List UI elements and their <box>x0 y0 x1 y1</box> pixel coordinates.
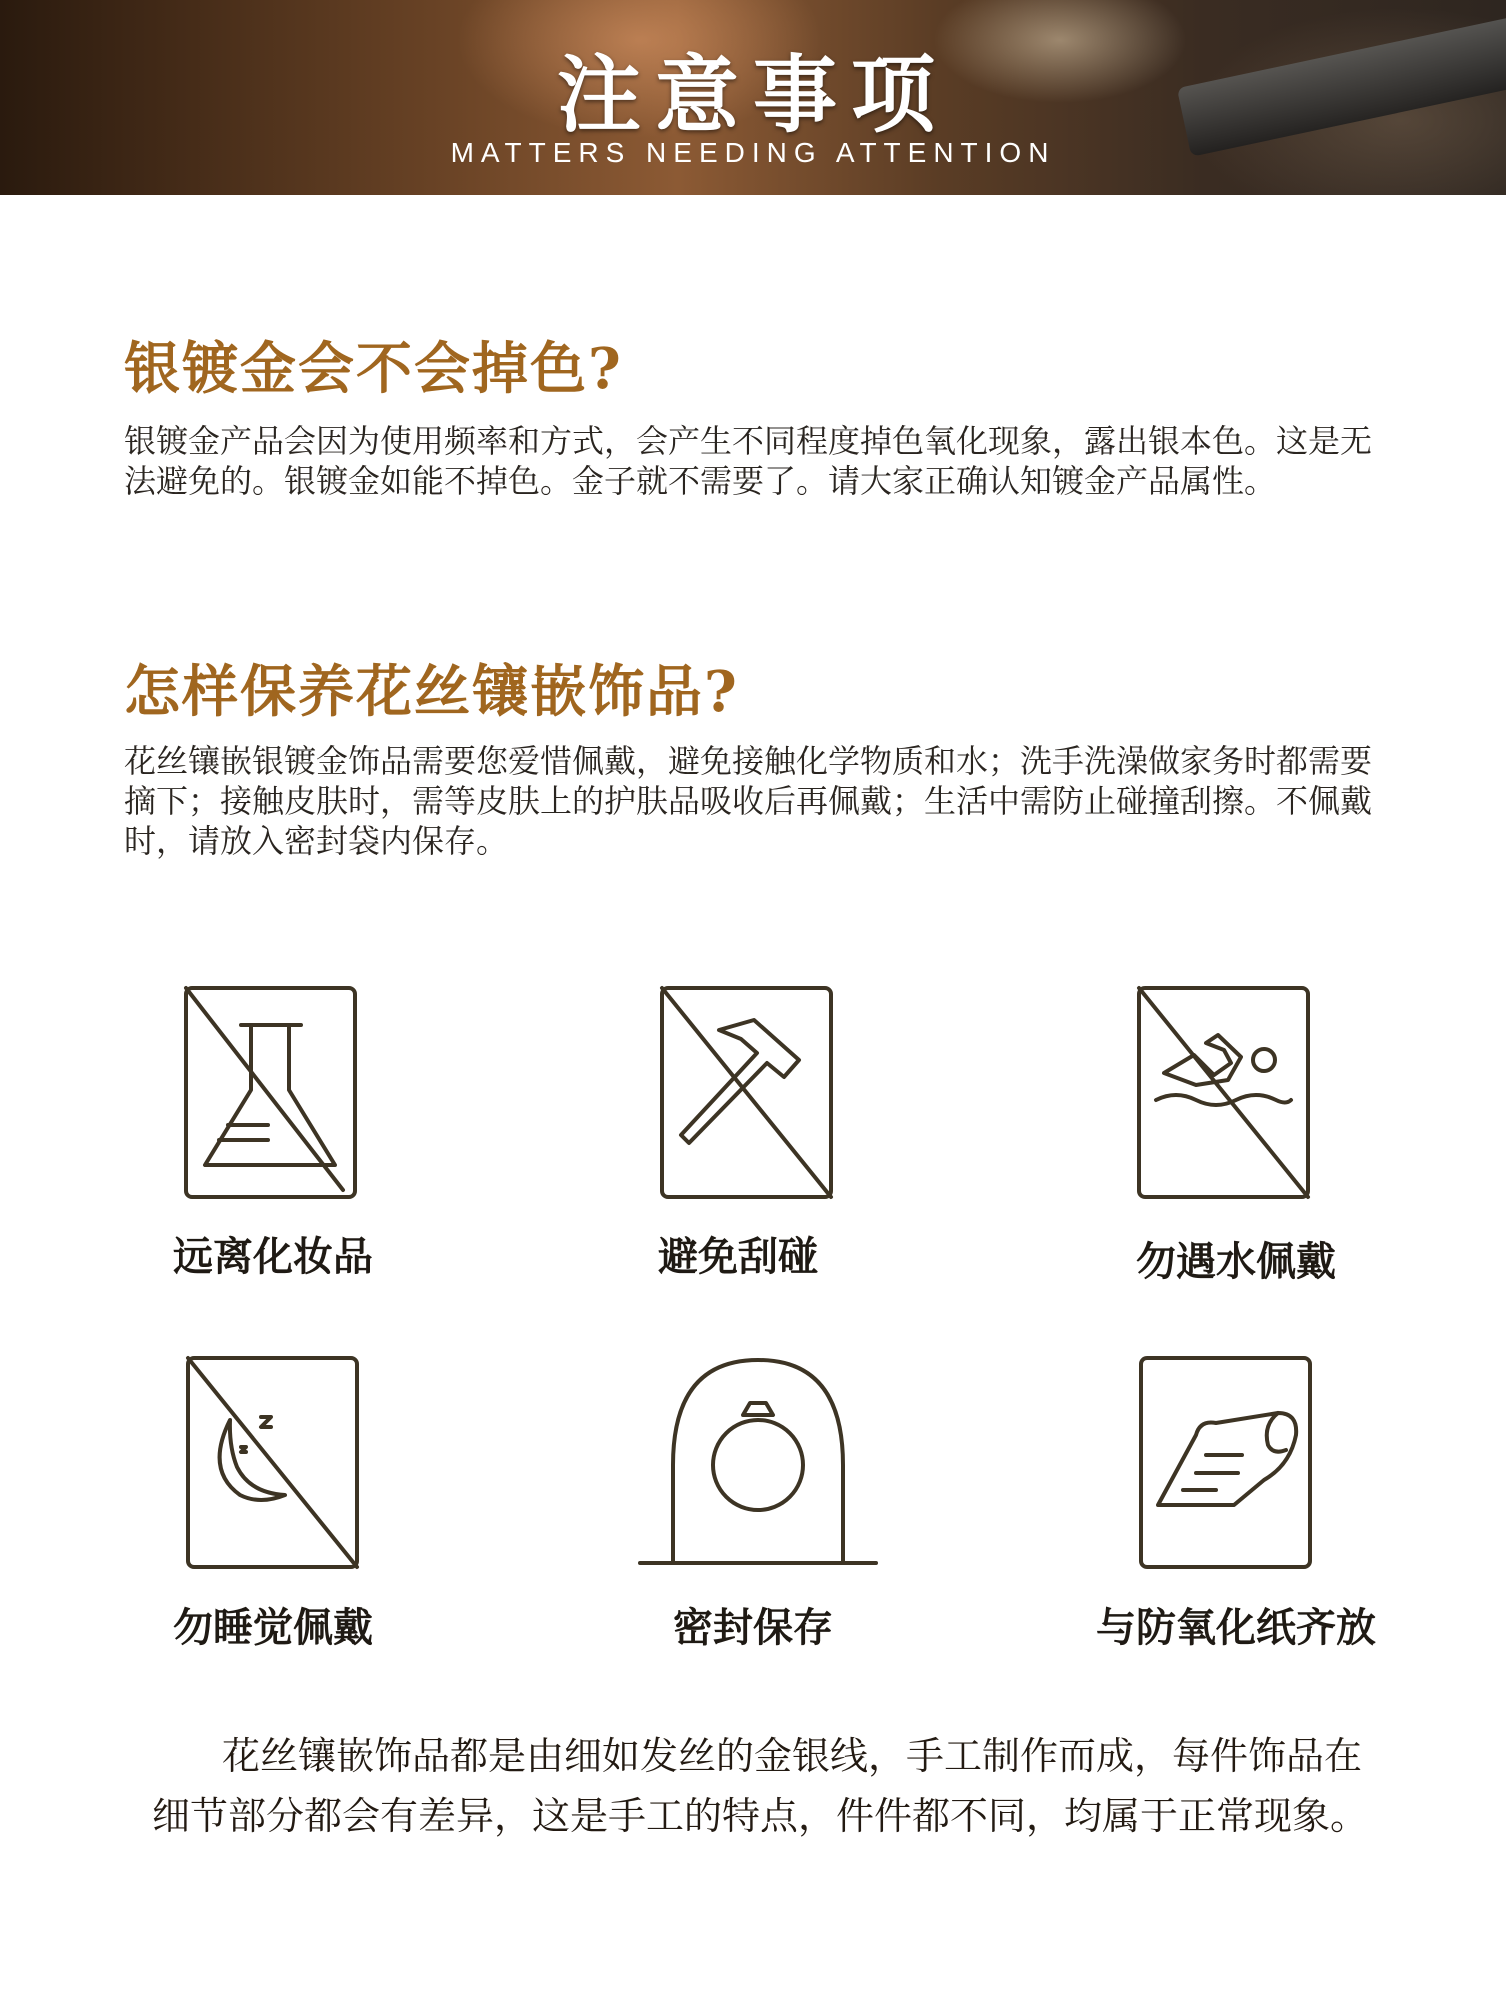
paper-roll-icon <box>1138 1355 1313 1570</box>
icon-label-sealed: 密封保存 <box>673 1605 833 1651</box>
icon-label-water: 勿遇水佩戴 <box>1136 1239 1336 1285</box>
icon-label-scratch: 避免刮碰 <box>658 1234 818 1280</box>
section-body-care: 花丝镶嵌银镀金饰品需要您爱惜佩戴，避免接触化学物质和水；洗手洗澡做家务时都需要摘下；接触皮肤时，需等皮肤上的护肤品吸收后再佩戴；生活中需防止碰撞刮擦。不佩戴时，请放入密封袋内保存。 <box>124 742 1373 860</box>
sleep-crossed-icon <box>185 1355 360 1570</box>
icon-label-antioxidant: 与防氧化纸齐放 <box>1096 1605 1376 1651</box>
hammer-crossed-icon <box>659 985 834 1200</box>
icon-label-sleep: 勿睡觉佩戴 <box>173 1605 373 1651</box>
page-subtitle: MATTERS NEEDING ATTENTION <box>450 137 1056 168</box>
ring-bag-icon <box>638 1355 878 1570</box>
section-body-fade: 银镀金产品会因为使用频率和方式，会产生不同程度掉色氧化现象，露出银本色。这是无法避免的。银镀金如能不掉色。金子就不需要了。请大家正确认知镀金产品属性。 <box>124 422 1373 500</box>
icon-label-cosmetics: 远离化妆品 <box>173 1234 373 1280</box>
section-title-fade: 银镀金会不会掉色? <box>124 336 623 402</box>
page-title: 注意事项 <box>556 45 949 144</box>
section-title-care: 怎样保养花丝镶嵌饰品? <box>124 659 739 725</box>
header-banner <box>0 0 1506 195</box>
flask-crossed-icon <box>183 985 358 1200</box>
closing-note: 花丝镶嵌饰品都是由细如发丝的金银线，手工制作而成，每件饰品在细节部分都会有差异，这是手工的特点，件件都不同，均属于正常现象。 <box>152 1734 1369 1838</box>
swimmer-crossed-icon <box>1136 985 1311 1200</box>
